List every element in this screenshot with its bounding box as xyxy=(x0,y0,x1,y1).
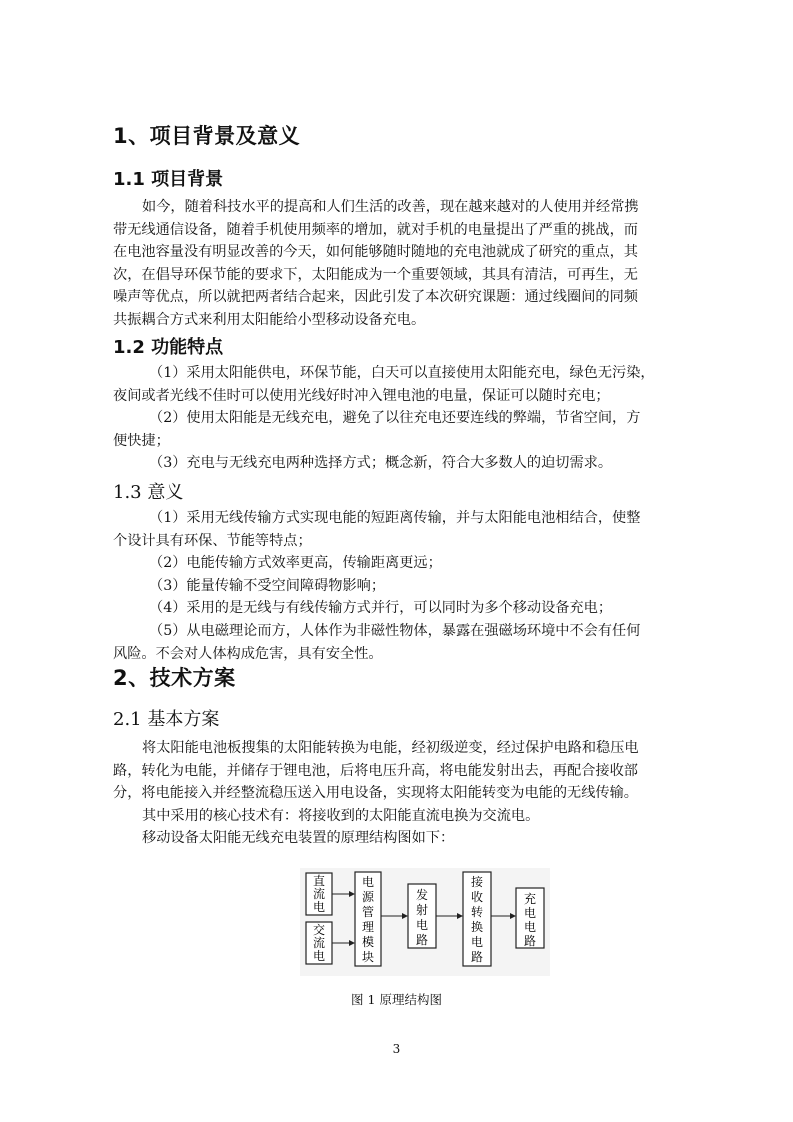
text-line: 共振耦合方式来利用太阳能给小型移动设备充电。 xyxy=(113,311,426,328)
text-line: 在电池容量没有明显改善的今天，如何能够随时随地的充电池就成了研究的重点，其 xyxy=(113,244,638,261)
text-line: （4）采用的是无线与有线传输方式并行，可以同时为多个移动设备充电； xyxy=(149,600,613,617)
text-line: 次，在倡导环保节能的要求下，太阳能成为一个重要领域，其具有清洁，可再生，无 xyxy=(113,266,638,283)
text-line: 便快捷； xyxy=(113,432,170,449)
text-line: （2）使用太阳能是无线充电，避免了以往充电还要连线的弊端，节省空间，方 xyxy=(149,410,641,427)
diagram-char: 电 xyxy=(312,900,326,914)
figure-caption: 图 1 原理结构图 xyxy=(351,992,442,1007)
text-line: （5）从电磁理论而方，人体作为非磁性物体，暴露在强磁场环境中不会有任何 xyxy=(149,622,641,639)
diagram-char: 换 xyxy=(470,920,484,934)
diagram-char: 流 xyxy=(312,887,326,901)
diagram-char: 电 xyxy=(523,920,537,934)
diagram-char: 收 xyxy=(470,890,484,904)
section-1-2-paragraph xyxy=(113,362,695,475)
diagram-char: 电 xyxy=(312,949,326,963)
section-1-3-title: 1.3 意义 xyxy=(113,482,184,503)
text-line: （3）充电与无线充电两种选择方式；概念新，符合大多数人的迫切需求。 xyxy=(149,455,613,472)
receive-conversion-box xyxy=(463,872,491,966)
text-line: 如今，随着科技水平的提高和人们生活的改善，现在越来越对的人使用并经常携 xyxy=(142,199,639,215)
transmit-circuit-box xyxy=(408,884,436,948)
principle-structure-diagram xyxy=(300,868,550,976)
text-line: 噪声等优点，所以就把两者结合起来，因此引发了本次研究课题：通过线圈间的同频 xyxy=(113,289,638,306)
section-2-1-title: 2.1 基本方案 xyxy=(113,709,220,730)
diagram-char: 发 xyxy=(415,888,429,902)
diagram-char: 电 xyxy=(415,918,429,932)
text-line: 其中采用的核心技术有：将接收到的太阳能直流电换为交流电。 xyxy=(142,807,540,824)
text-line: 个设计具有环保、节能等特点； xyxy=(113,532,312,549)
diagram-char: 电 xyxy=(361,875,375,889)
text-line: 将太阳能电池板搜集的太阳能转换为电能，经初级逆变，经过保护电路和稳压电 xyxy=(142,740,639,756)
diagram-char: 块 xyxy=(361,950,375,964)
section-1-2-title: 1.2 功能特点 xyxy=(113,337,224,358)
diagram-char: 模 xyxy=(361,935,375,949)
power-management-box xyxy=(355,872,381,966)
text-line: 带无线通信设备，随着手机使用频率的增加，就对手机的电量提出了严重的挑战，而 xyxy=(113,221,638,238)
diagram-char: 充 xyxy=(523,892,537,906)
ac-power-box xyxy=(306,922,332,964)
diagram-char: 直 xyxy=(312,874,326,888)
diagram-char: 管 xyxy=(361,905,375,919)
text-line: 夜间或者光线不佳时可以使用光线好时冲入锂电池的电量，保证可以随时充电； xyxy=(113,387,610,404)
diagram-char: 电 xyxy=(470,935,484,949)
diagram-char: 接 xyxy=(470,875,484,889)
text-line: 风险。不会对人体构成危害，具有安全性。 xyxy=(113,645,383,662)
text-line: （1）采用无线传输方式实现电能的短距离传输，并与太阳能电池相结合，使整 xyxy=(149,510,641,526)
page-number: 3 xyxy=(392,1042,401,1056)
section-1-3-paragraph xyxy=(113,507,695,665)
diagram-char: 交 xyxy=(312,923,326,937)
text-line: 路，转化为电能，并储存于锂电池，后将电压升高，将电能发射出去，再配合接收部 xyxy=(113,762,638,779)
section-1-1-paragraph xyxy=(113,196,695,332)
section-2-1-paragraph xyxy=(113,737,695,850)
dc-power-box xyxy=(306,873,332,915)
text-line: （3）能量传输不受空间障碍物影响； xyxy=(149,577,386,594)
text-line: （2）电能传输方式效率更高，传输距离更远； xyxy=(149,555,442,572)
text-line: （1）采用太阳能供电，环保节能，白天可以直接使用太阳能充电，绿色无污染， xyxy=(149,365,655,381)
diagram-char: 路 xyxy=(415,933,429,947)
diagram-char: 射 xyxy=(415,903,429,917)
diagram-char: 转 xyxy=(470,905,484,919)
diagram-char: 流 xyxy=(312,936,326,950)
text-line: 移动设备太阳能无线充电装置的原理结构图如下： xyxy=(142,830,455,847)
diagram-char: 源 xyxy=(361,890,375,904)
section-1-1-title: 1.1 项目背景 xyxy=(113,169,224,190)
text-line: 分，将电能接入并经整流稳压送入用电设备，实现将太阳能转变为电能的无线传输。 xyxy=(113,785,638,802)
diagram-char: 理 xyxy=(361,920,375,934)
diagram-char: 路 xyxy=(470,950,484,964)
section-1-title: 1、项目背景及意义 xyxy=(113,124,301,148)
diagram-char: 路 xyxy=(523,934,537,948)
section-2-title: 2、技术方案 xyxy=(113,666,236,690)
charging-circuit-box xyxy=(516,888,544,948)
diagram-char: 电 xyxy=(523,906,537,920)
